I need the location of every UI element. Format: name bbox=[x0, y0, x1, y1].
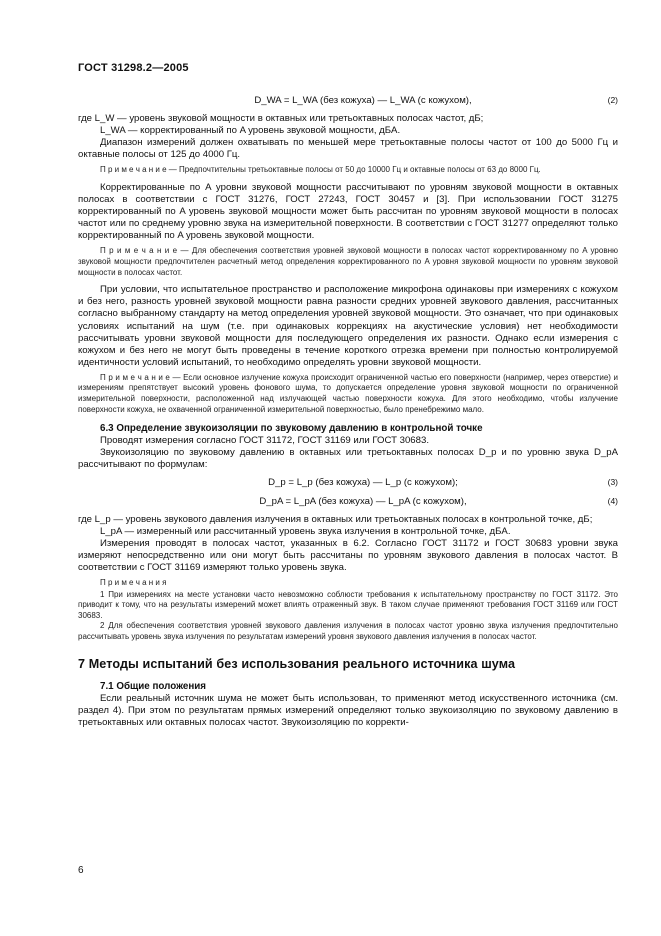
where-lwa: L_WA — корректированный по A уровень звуковой мощности, дБA. bbox=[100, 125, 401, 137]
paragraph-range: Диапазон измерений должен охватывать по меньшей мере третьоктавные полосы частот от 100 до 5000 Гц и октавные полосы от 125 до 4000 Гц. bbox=[78, 137, 618, 161]
paragraph-condition: При условии, что испытательное пространство и расположение микрофона одинаковы при измерениях с кожухом и без него, разность уровней звуковой мощности равна разности средних уровней звукового давления, рассчитанных согласно выбранному стандарту на метод определения уровней звуковой мощности. Это означает, что при одинаковых условиях испытаний на шум (т.е. при одинаковых коррекциях на акустические условия) нет необходимости рассчитывать уровни звуковой мощности для последующего определения их разности. Однако если измерения с кожухом и без него не могут быть проведены в течение короткого отрезка времени при полностью контролируемой идентичности условий испытаний, то необходимо определять уровни звуковой мощности. bbox=[78, 284, 618, 368]
note-2-text: — Для обеспечения соответствия уровней звуковой мощности в полосах частот корректированному по A уровню звуковой мощности предпочтителен расчетный метод определения корректированного по A уровня звуковой мощности по уровням звуковой мощности в полосах частот. bbox=[78, 246, 618, 277]
paragraph-7-1: Если реальный источник шума не может быть использован, то применяют метод искусственного источника (см. раздел 4). При этом по результатам прямых измерений определяют только звукоизоляцию по звуковому давлению в третьоктавных или октавных полосах частот. Звукоизоляцию по корректи- bbox=[78, 692, 618, 728]
paragraph-6-3-a: Проводят измерения согласно ГОСТ 31172, ГОСТ 31169 или ГОСТ 30683. bbox=[100, 435, 429, 447]
chapter-7-title: 7 Методы испытаний без использования реального источника шума bbox=[78, 656, 516, 671]
formula-3-expression: D_p = L_p (без кожуха) — L_p (с кожухом); bbox=[268, 476, 458, 488]
note-1-label: П р и м е ч а н и е bbox=[100, 165, 167, 175]
notes-label: П р и м е ч а н и я bbox=[100, 578, 167, 587]
where-lp: где L_p — уровень звукового давления излучения в октавных или третьоктавных полосах в контрольной точке, дБ; bbox=[78, 513, 593, 525]
note-1-text: — Предпочтительны третьоктавные полосы от 50 до 10000 Гц и октавные полосы от 63 до 8000 Гц. bbox=[166, 165, 541, 175]
note-2-label: П р и м е ч а н и е bbox=[100, 246, 178, 256]
note-2 bbox=[78, 246, 618, 278]
note-3-text: — Если основное излучение кожуха происходит ограниченной частью его поверхности (например, через отверстие) и измерениям препятствует высокий уровень фонового шума, то допускается определение уровня звуковой мощности по ограниченной измерительной поверхности, расположенной над излучающей частью поверхности кожуха. Для этого необходимо, чтобы излучение поверхности кожуха, не охваченной ограниченной измерительной поверхностью, было пренебрежимо мало. bbox=[78, 372, 619, 414]
formula-4-expression: D_pA = L_pA (без кожуха) — L_pA (с кожухом), bbox=[259, 495, 467, 507]
formula-3-number: (3) bbox=[607, 476, 618, 487]
where-lw: где L_W — уровень звуковой мощности в октавных или третьоктавных полосах частот, дБ; bbox=[78, 113, 484, 124]
paragraph-bands: Измерения проводят в полосах частот, указанных в 6.2. Согласно ГОСТ 31172 и ГОСТ 30683 уровни звука измеряют непосредственно или они могут быть рассчитаны по уровням звукового давления в полосах частот. В соответствии с ГОСТ 31169 измеряют только уровень звука. bbox=[78, 537, 618, 573]
page-number: 6 bbox=[78, 865, 84, 876]
document-page bbox=[78, 62, 618, 729]
notes-item-1: 1 При измерениях на месте установки часто невозможно соблюсти требования к испытательному пространству по ГОСТ 31172. Это приводит к тому, что на результаты измерений может влиять отраженный звук. В таком случае применяют требования ГОСТ 31169 или ГОСТ 30683. bbox=[78, 589, 618, 620]
note-1 bbox=[78, 165, 618, 176]
formula-4 bbox=[78, 495, 618, 508]
paragraph-corrected: Корректированные по A уровни звуковой мощности рассчитывают по уровням звуковой мощности в октавных полосах в соответствии с ГОСТ 31276, ГОСТ 27243, ГОСТ 30457 и [3]. При использовании ГОСТ 31275 корректированный по A уровень звуковой мощности может быть рассчитан по уровням звуковой мощности в полосах частот или по среднему уровню звука на измерительной поверхности. В соответствии с ГОСТ 31277 определяют только корректированный по A уровень звуковой мощности. bbox=[78, 181, 618, 242]
paragraph-6-3-b: Звукоизоляцию по звуковому давлению в октавных или третьоктавных полосах D_p и по уровню звука D_pA рассчитывают по формулам: bbox=[78, 447, 618, 471]
where-lpa: L_pA — измеренный или рассчитанный уровень звука излучения в контрольной точке, дБA. bbox=[100, 525, 511, 537]
formula-2-number: (2) bbox=[607, 95, 618, 105]
formula-2 bbox=[78, 94, 618, 107]
formula-2-expression: D_WA = L_WA (без кожуха) — L_WA (с кожухом), bbox=[254, 95, 472, 106]
document-header: ГОСТ 31298.2—2005 bbox=[78, 62, 189, 74]
section-7-1-title: 7.1 Общие положения bbox=[100, 680, 207, 692]
note-3 bbox=[78, 373, 618, 415]
formula-4-number: (4) bbox=[607, 495, 618, 506]
notes-item-2: 2 Для обеспечения соответствия уровней звукового давления излучения в полосах частот уровню звука излучения предпочтительно рассчитывать уровень звука излучения по результатам измерений уровня звукового давления излучения в полосах частот. bbox=[78, 621, 618, 641]
formula-3 bbox=[78, 476, 618, 489]
note-3-label: П р и м е ч а н и е bbox=[100, 372, 170, 382]
section-6-3-title: 6.3 Определение звукоизоляции по звуковому давлению в контрольной точке bbox=[100, 423, 483, 435]
